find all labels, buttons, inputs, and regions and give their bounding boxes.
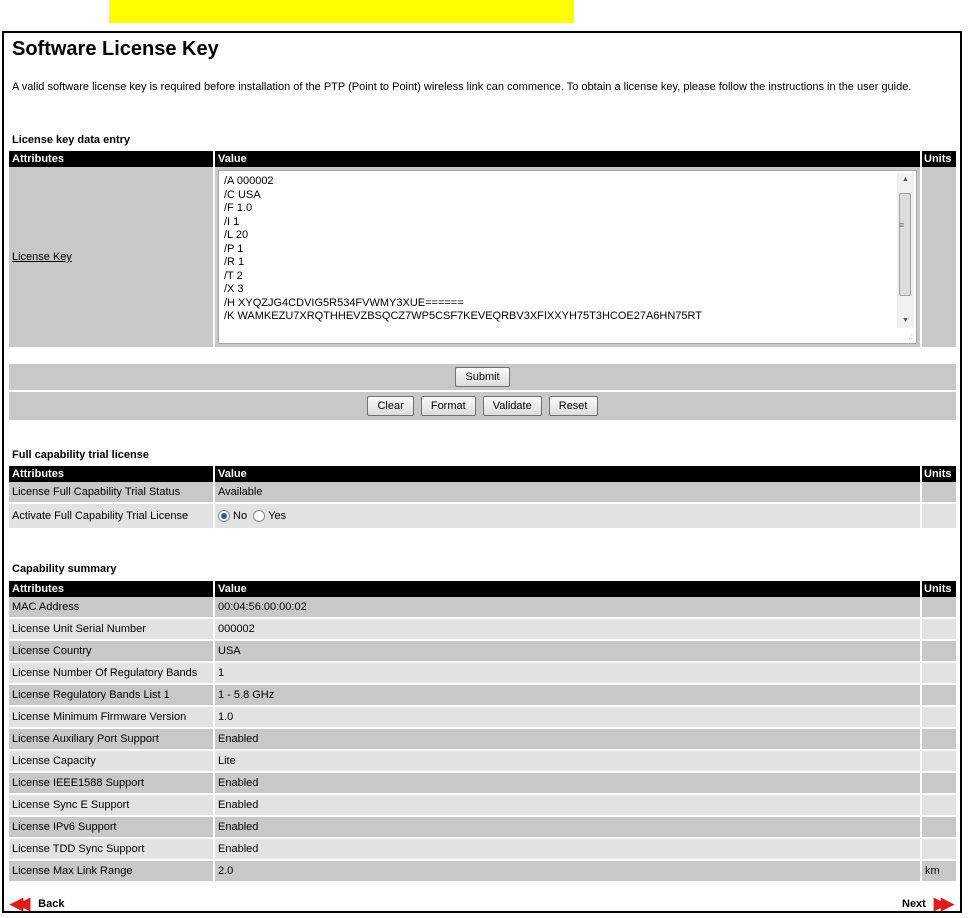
value-cell: Enabled	[215, 773, 922, 795]
license-key-row	[9, 167, 956, 349]
units-cell	[922, 597, 956, 619]
value-cell: 1	[215, 663, 922, 685]
column-header-attributes: Attributes	[9, 581, 215, 597]
column-header-attributes: Attributes	[9, 466, 215, 482]
units-cell	[922, 839, 956, 861]
next-arrow-icon: ▶▶	[933, 894, 948, 913]
units-cell	[922, 504, 956, 530]
license-key-label-cell	[9, 167, 215, 349]
radio-yes[interactable]	[253, 510, 265, 522]
column-header-units: Units	[922, 581, 956, 597]
units-cell	[922, 751, 956, 773]
table-row	[9, 663, 956, 685]
yellow-highlight-bar	[109, 0, 574, 23]
value-cell: Enabled	[215, 795, 922, 817]
column-header-value: Value	[215, 151, 922, 167]
license-key-scrollbar[interactable]	[897, 173, 914, 328]
value-cell: Enabled	[215, 839, 922, 861]
value-cell: Available	[215, 482, 922, 504]
attribute-cell: License Sync E Support	[9, 795, 215, 817]
attribute-cell: License Max Link Range	[9, 861, 215, 883]
resize-handle-icon[interactable]: .:	[908, 332, 913, 341]
table-row	[9, 482, 956, 504]
units-cell	[922, 795, 956, 817]
reset-button[interactable]: Reset	[549, 396, 598, 416]
attribute-cell: License TDD Sync Support	[9, 839, 215, 861]
back-label: Back	[38, 898, 65, 910]
table-row	[9, 773, 956, 795]
radio-yes-label[interactable]: Yes	[268, 509, 287, 522]
license-key-text[interactable]: /A 000002 /C USA /F 1.0 /I 1 /L 20 /P 1 /R 1 /T 2 /X 3 /H XYQZJG4CDVIG5R534FVWMY3XUE====== /K WAMKEZU7XRQTHHEVZBSQCZ7WP5CSF7KEVEQRBV3XFIXXYH75T3HCOE27A6HN75RT	[224, 175, 703, 322]
value-cell: 1 - 5.8 GHz	[215, 685, 922, 707]
validate-button[interactable]: Validate	[483, 396, 542, 416]
submit-button[interactable]: Submit	[455, 367, 509, 387]
license-key-help-link[interactable]: License Key	[12, 251, 72, 263]
column-header-value: Value	[215, 466, 922, 482]
units-cell	[922, 729, 956, 751]
license-entry-table	[9, 151, 956, 349]
back-arrow-icon: ◀◀	[10, 894, 25, 913]
attribute-cell: License Number Of Regulatory Bands	[9, 663, 215, 685]
value-cell: 1.0	[215, 707, 922, 729]
units-cell	[922, 482, 956, 504]
value-cell: USA	[215, 641, 922, 663]
column-header-units: Units	[922, 151, 956, 167]
capability-summary-table	[9, 581, 956, 883]
units-cell	[922, 685, 956, 707]
value-cell: 00:04:56:00:00:02	[215, 597, 922, 619]
license-panel	[2, 31, 962, 913]
table-row	[9, 751, 956, 773]
table-row	[9, 707, 956, 729]
table-row	[9, 861, 956, 883]
attribute-cell: License IEEE1588 Support	[9, 773, 215, 795]
column-header-value: Value	[215, 581, 922, 597]
table-row	[9, 504, 956, 530]
intro-text: A valid software license key is required before installation of the PTP (Point to Point) wireless link can commence. To obtain a license key, please follow the instructions in the user guide.	[12, 81, 912, 93]
units-cell	[922, 707, 956, 729]
units-cell: km	[922, 861, 956, 883]
attribute-cell: License Country	[9, 641, 215, 663]
scrollbar-grip-icon: ≡	[899, 220, 905, 230]
action-button-row	[9, 392, 956, 420]
units-cell	[922, 619, 956, 641]
trial-license-table	[9, 466, 956, 530]
value-cell: Enabled	[215, 729, 922, 751]
table-row	[9, 839, 956, 861]
units-cell	[922, 663, 956, 685]
attribute-cell: License Capacity	[9, 751, 215, 773]
units-cell	[922, 773, 956, 795]
value-cell: 2.0	[215, 861, 922, 883]
next-label: Next	[902, 898, 926, 910]
table-row	[9, 817, 956, 839]
clear-button[interactable]: Clear	[367, 396, 413, 416]
units-cell	[922, 817, 956, 839]
attribute-cell: License Regulatory Bands List 1	[9, 685, 215, 707]
table-row	[9, 729, 956, 751]
section-title-license-entry: License key data entry	[12, 134, 131, 146]
table-row	[9, 619, 956, 641]
attribute-cell: License Auxiliary Port Support	[9, 729, 215, 751]
value-cell: Enabled	[215, 817, 922, 839]
section-title-capability: Capability summary	[12, 563, 117, 575]
table-row	[9, 795, 956, 817]
attribute-cell: License Minimum Firmware Version	[9, 707, 215, 729]
table-row	[9, 597, 956, 619]
license-key-textarea[interactable]	[218, 170, 917, 344]
attribute-cell: License IPv6 Support	[9, 817, 215, 839]
column-header-units: Units	[922, 466, 956, 482]
trial-activate-value-cell	[215, 504, 922, 530]
value-cell: 000002	[215, 619, 922, 641]
table-row	[9, 685, 956, 707]
radio-no-label[interactable]: No	[233, 509, 248, 522]
section-title-trial: Full capability trial license	[12, 449, 149, 461]
scrollbar-thumb[interactable]	[899, 193, 911, 296]
attribute-cell: License Unit Serial Number	[9, 619, 215, 641]
column-header-attributes: Attributes	[9, 151, 215, 167]
format-button[interactable]: Format	[421, 396, 476, 416]
value-cell: Lite	[215, 751, 922, 773]
radio-no[interactable]	[218, 510, 230, 522]
license-key-value-cell	[215, 167, 922, 349]
attribute-cell: MAC Address	[9, 597, 215, 619]
back-link[interactable]	[10, 894, 64, 914]
license-key-units-cell	[922, 167, 956, 349]
next-link[interactable]	[902, 894, 948, 914]
attribute-cell: License Full Capability Trial Status	[9, 482, 215, 504]
scroll-down-arrow-icon[interactable]: ▼	[902, 317, 909, 324]
units-cell	[922, 641, 956, 663]
page-title: Software License Key	[12, 38, 219, 60]
submit-button-row	[9, 364, 956, 390]
scroll-up-arrow-icon[interactable]: ▲	[902, 176, 909, 183]
attribute-cell: Activate Full Capability Trial License	[9, 504, 215, 530]
table-row	[9, 641, 956, 663]
